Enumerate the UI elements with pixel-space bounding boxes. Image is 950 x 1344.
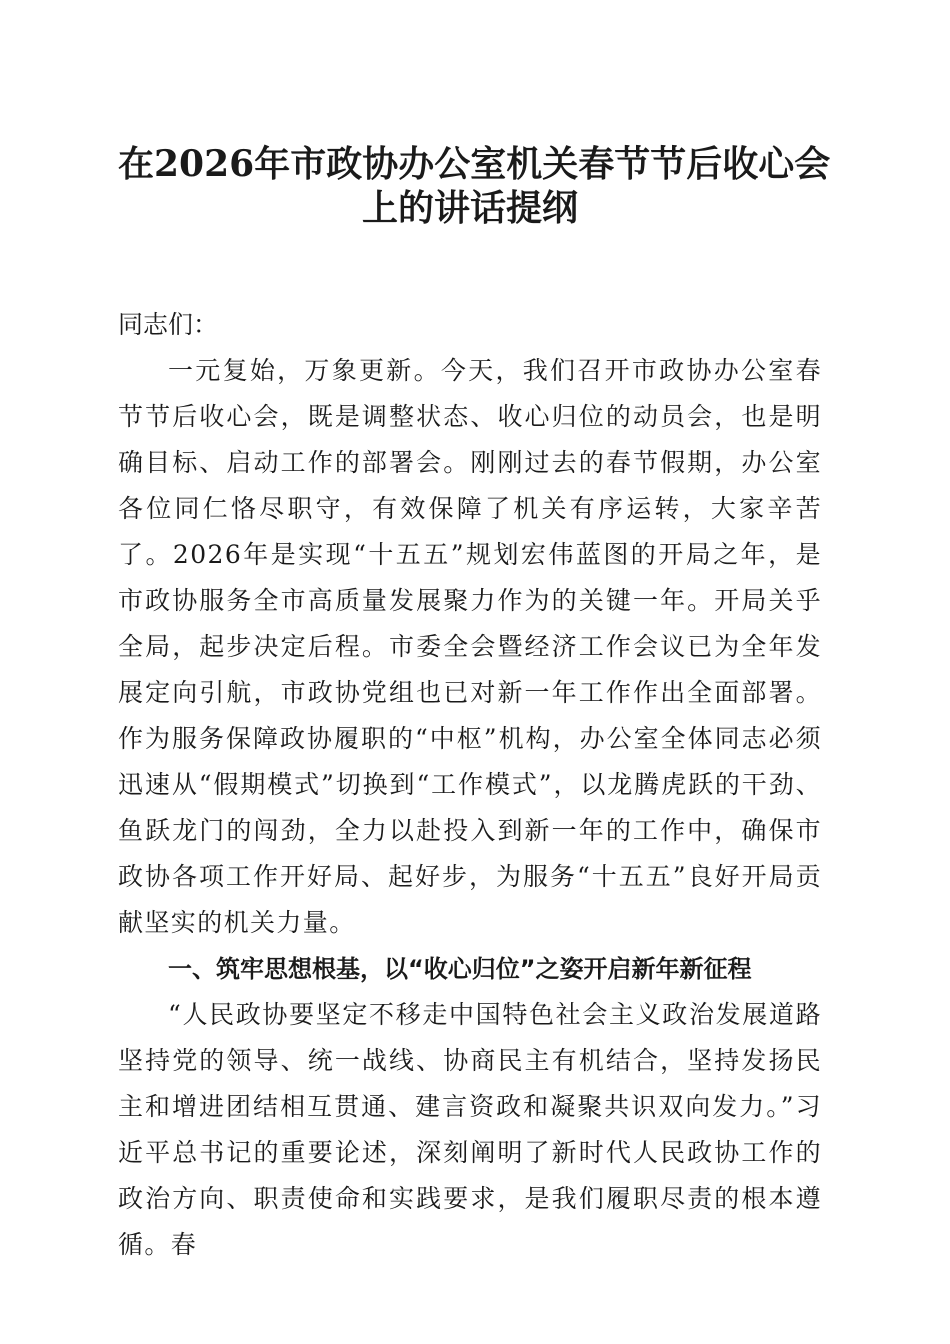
title-line-2: 上的讲话提纲 [361,187,578,229]
section-heading-1: 一、筑牢思想根基，以“收心归位”之姿开启新年新征程 [168,955,752,983]
document-title [118,142,831,230]
body-paragraph-2: “人民政协要坚定不移走中国特色社会主义政治发展道路坚持党的领导、统一战线、协商民主有机结合，坚持发扬民主和增进团结相互贯通、建言资政和凝聚共识双向发力。”习近平总书记的重要论述，深刻阐明了新时代人民政协工作的政治方向、职责使命和实践要求，是我们履职尽责的根本遵循。春 [118,1000,822,1259]
document-page [118,142,831,1268]
salutation: 同志们： [118,310,219,339]
body-paragraph-1: 一元复始，万象更新。今天，我们召开市政协办公室春节节后收心会，既是调整状态、收心归位的动员会，也是明确目标、启动工作的部署会。刚刚过去的春节假期，办公室各位同仁恪尽职守，有效保障了机关有序运转，大家辛苦了。2026年是实现“十五五”规划宏伟蓝图的开局之年，是市政协服务全市高质量发展聚力作为的关键一年。开局关乎全局，起步决定后程。市委全会暨经济工作会议已为全年发展定向引航，市政协党组也已对新一年工作作出全面部署。作为服务保障政协履职的“中枢”机构，办公室全体同志必须迅速从“假期模式”切换到“工作模式”，以龙腾虎跃的干劲、鱼跃龙门的闯劲，全力以赴投入到新一年的工作中，确保市政协各项工作开好局、起好步，为服务“十五五”良好开局贡献坚实的机关力量。 [118,356,822,937]
title-line-1: 在2026年市政协办公室机关春节节后收心会 [118,143,831,185]
